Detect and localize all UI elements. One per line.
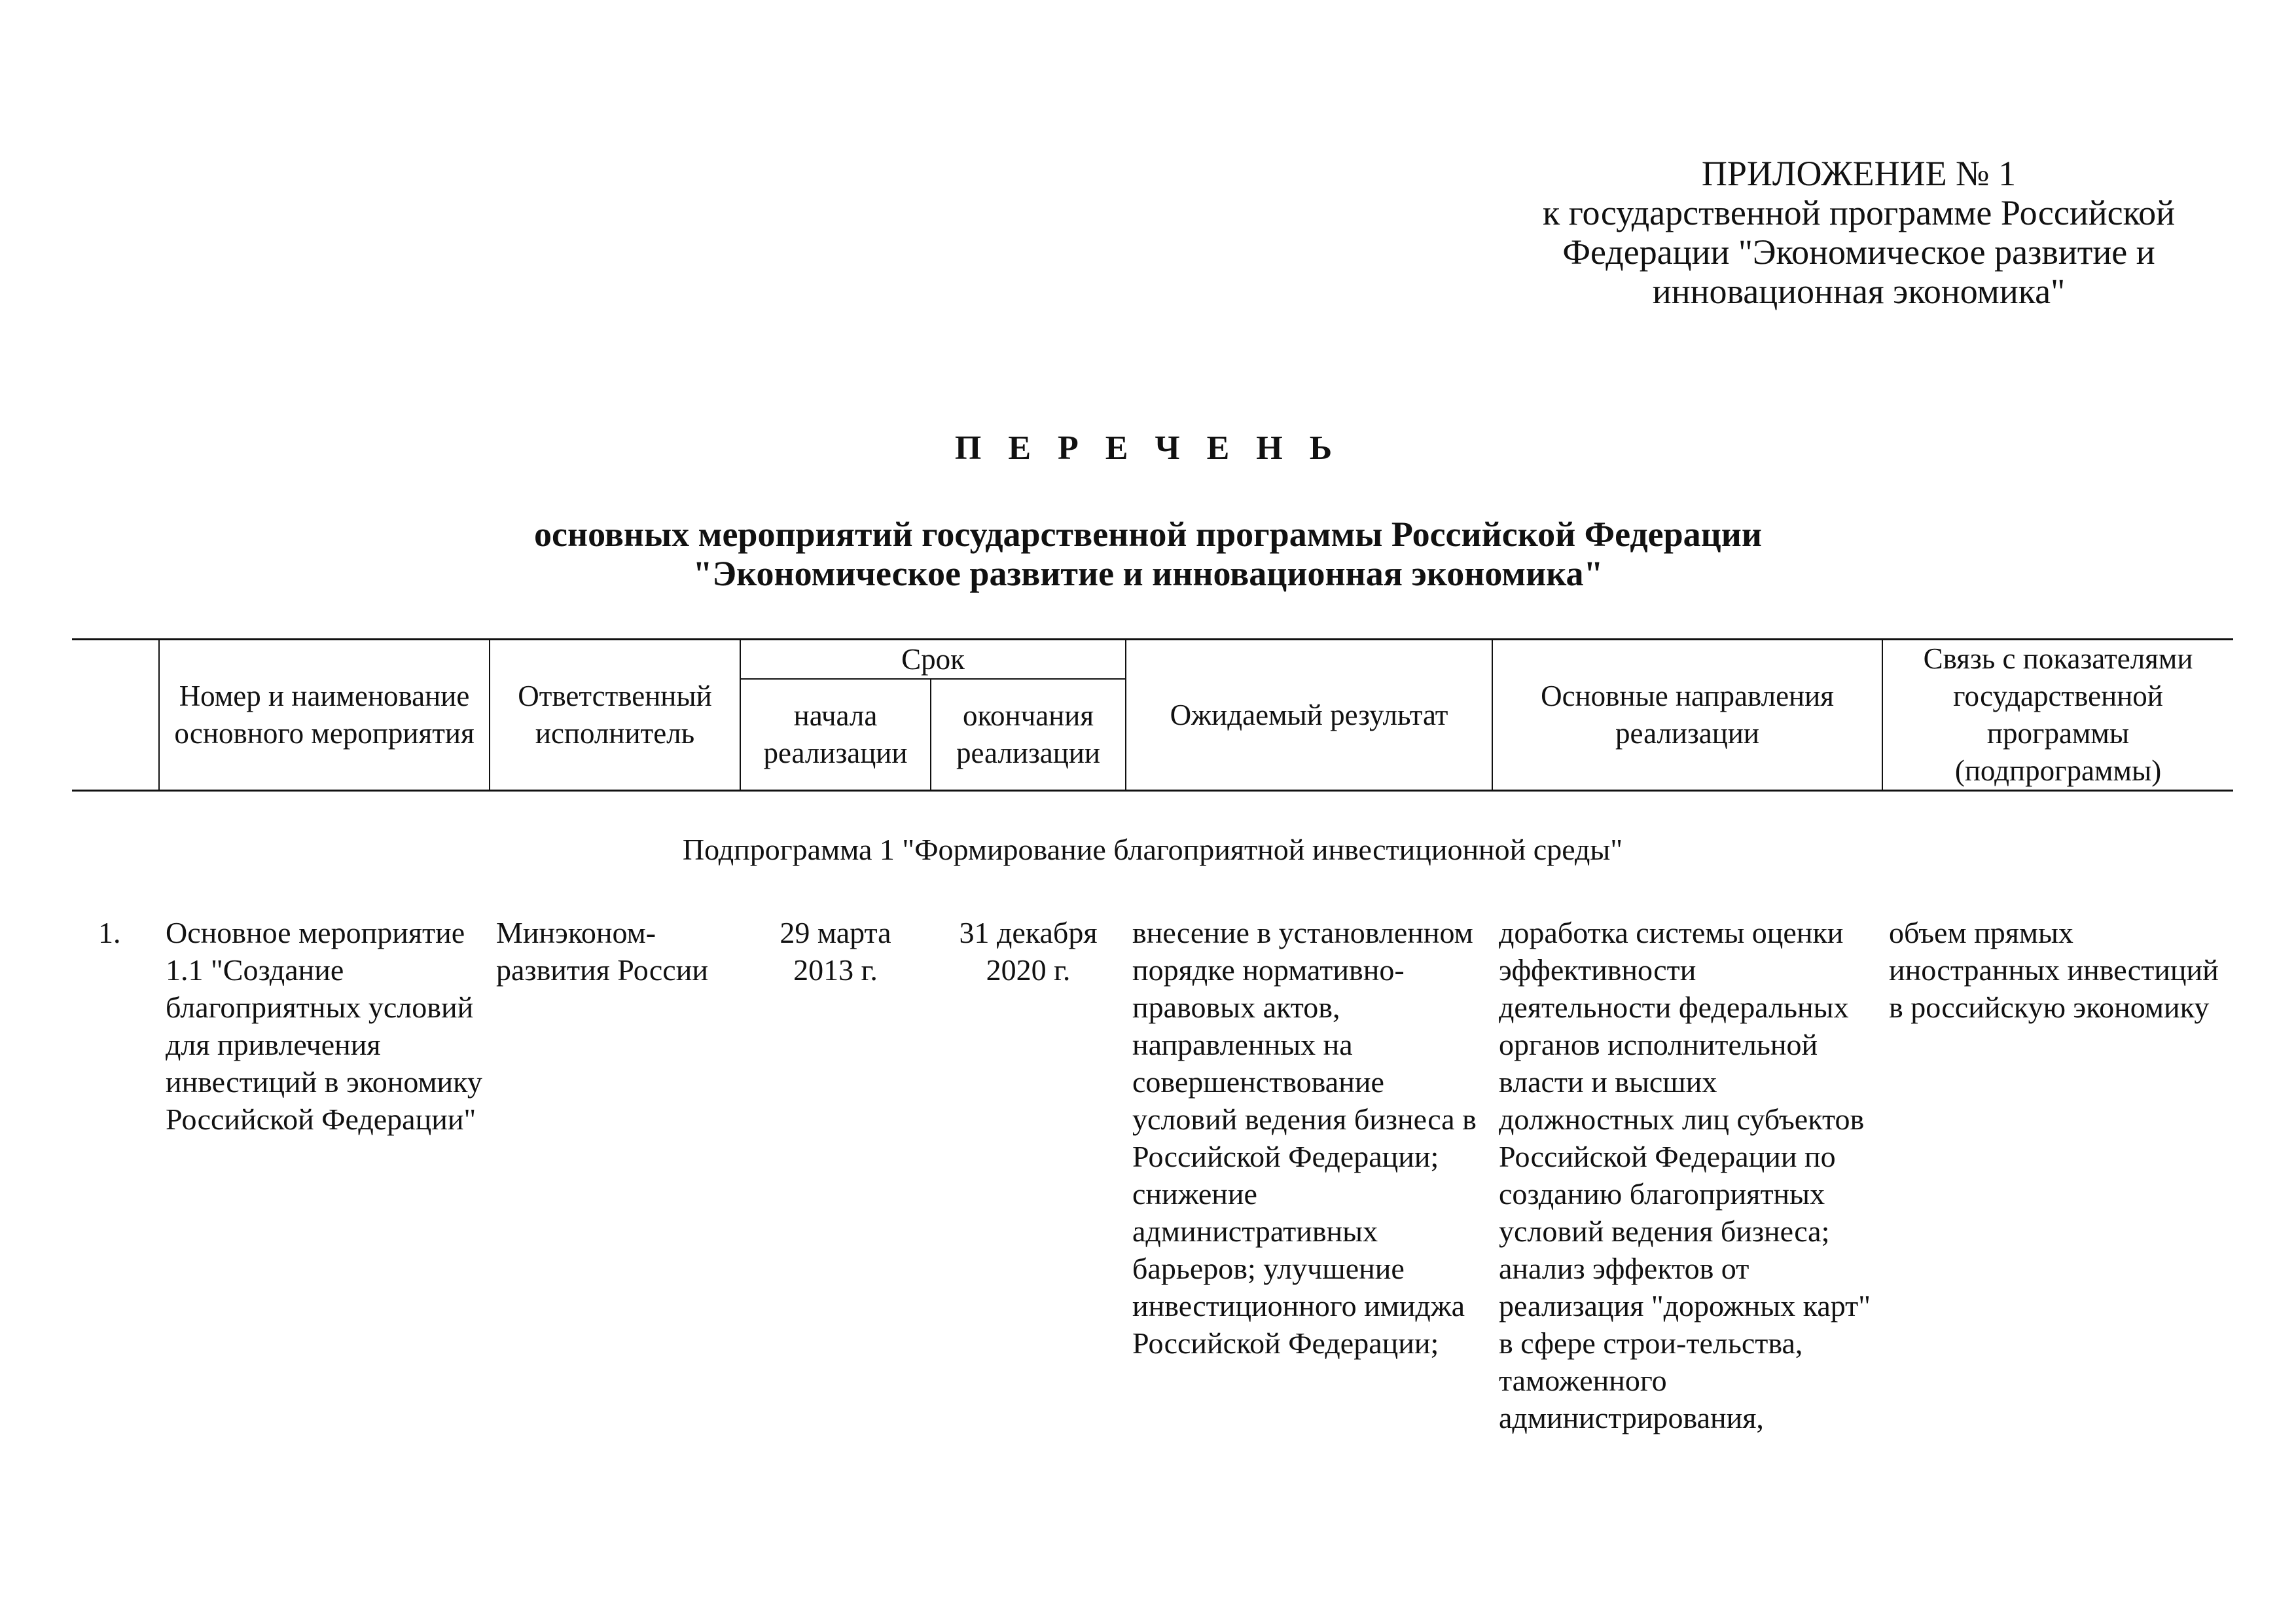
- row-end: 31 декабря 2020 г.: [959, 916, 1098, 987]
- subprogram-title: Подпрограмма 1 "Формирование благоприятной инвестиционной среды": [682, 833, 1623, 866]
- appendix-line: к государственной программе Российской: [1542, 193, 2176, 232]
- header-link: Связь с показателями государственной программы (подпрограммы): [1882, 640, 2233, 791]
- row-result: внесение в установленном порядке нормативно-правовых актов, направленных на совершенствование условий ведения бизнеса в Российской Федерации; снижение административных барьеров; улучшение инвестиционного имиджа Российской Федерации;: [1132, 916, 1477, 1360]
- document-subtitle: [0, 515, 2296, 593]
- appendix-line: Федерации "Экономическое развитие и: [1562, 232, 2155, 272]
- subtitle-line: основных мероприятий государственной программы Российской Федерации: [533, 515, 1763, 554]
- title-block: [0, 426, 2296, 593]
- header-start: начала реализации: [740, 679, 931, 791]
- document-title: П Е Р Е Ч Е Н Ь: [954, 429, 1342, 467]
- header-executor: Ответственный исполнитель: [490, 640, 740, 791]
- subprogram-row: [72, 791, 2233, 915]
- header-term: Срок: [740, 640, 1126, 680]
- header-directions: Основные направления реализации: [1492, 640, 1882, 791]
- row-number: 1.: [98, 916, 121, 949]
- measures-table-wrap: [72, 638, 2233, 1436]
- header-name: Номер и наименование основного мероприятия: [159, 640, 490, 791]
- header-end: окончания реализации: [931, 679, 1126, 791]
- subtitle-line: "Экономическое развитие и инновационная экономика": [692, 554, 1604, 593]
- header-result: Ожидаемый результат: [1126, 640, 1492, 791]
- appendix-heading: [1479, 154, 2238, 311]
- row-link: объем прямых иностранных инвестиций в российскую экономику: [1889, 916, 2219, 1024]
- appendix-line: ПРИЛОЖЕНИЕ № 1: [1701, 154, 2017, 193]
- header-num-cell: [72, 640, 159, 791]
- row-name: Основное мероприятие 1.1 "Создание благоприятных условий для привлечения инвестиций в экономику Российской Федерации": [166, 916, 482, 1136]
- table-header: [72, 640, 2233, 791]
- appendix-line: инновационная экономика": [1652, 272, 2066, 311]
- row-executor: Минэконом-развития России: [496, 916, 708, 987]
- table-row: [72, 914, 2233, 1436]
- row-directions: доработка системы оценки эффективности деятельности федеральных органов исполнительной власти и высших должностных лиц субъектов Российской Федерации по созданию благоприятных условий ведения бизнеса; анализ эффектов от реализация "дорожных карт" в сфере строи-тельства, таможенного администрирования,: [1499, 916, 1871, 1434]
- row-start: 29 марта 2013 г.: [780, 916, 891, 987]
- measures-table: [72, 638, 2233, 1436]
